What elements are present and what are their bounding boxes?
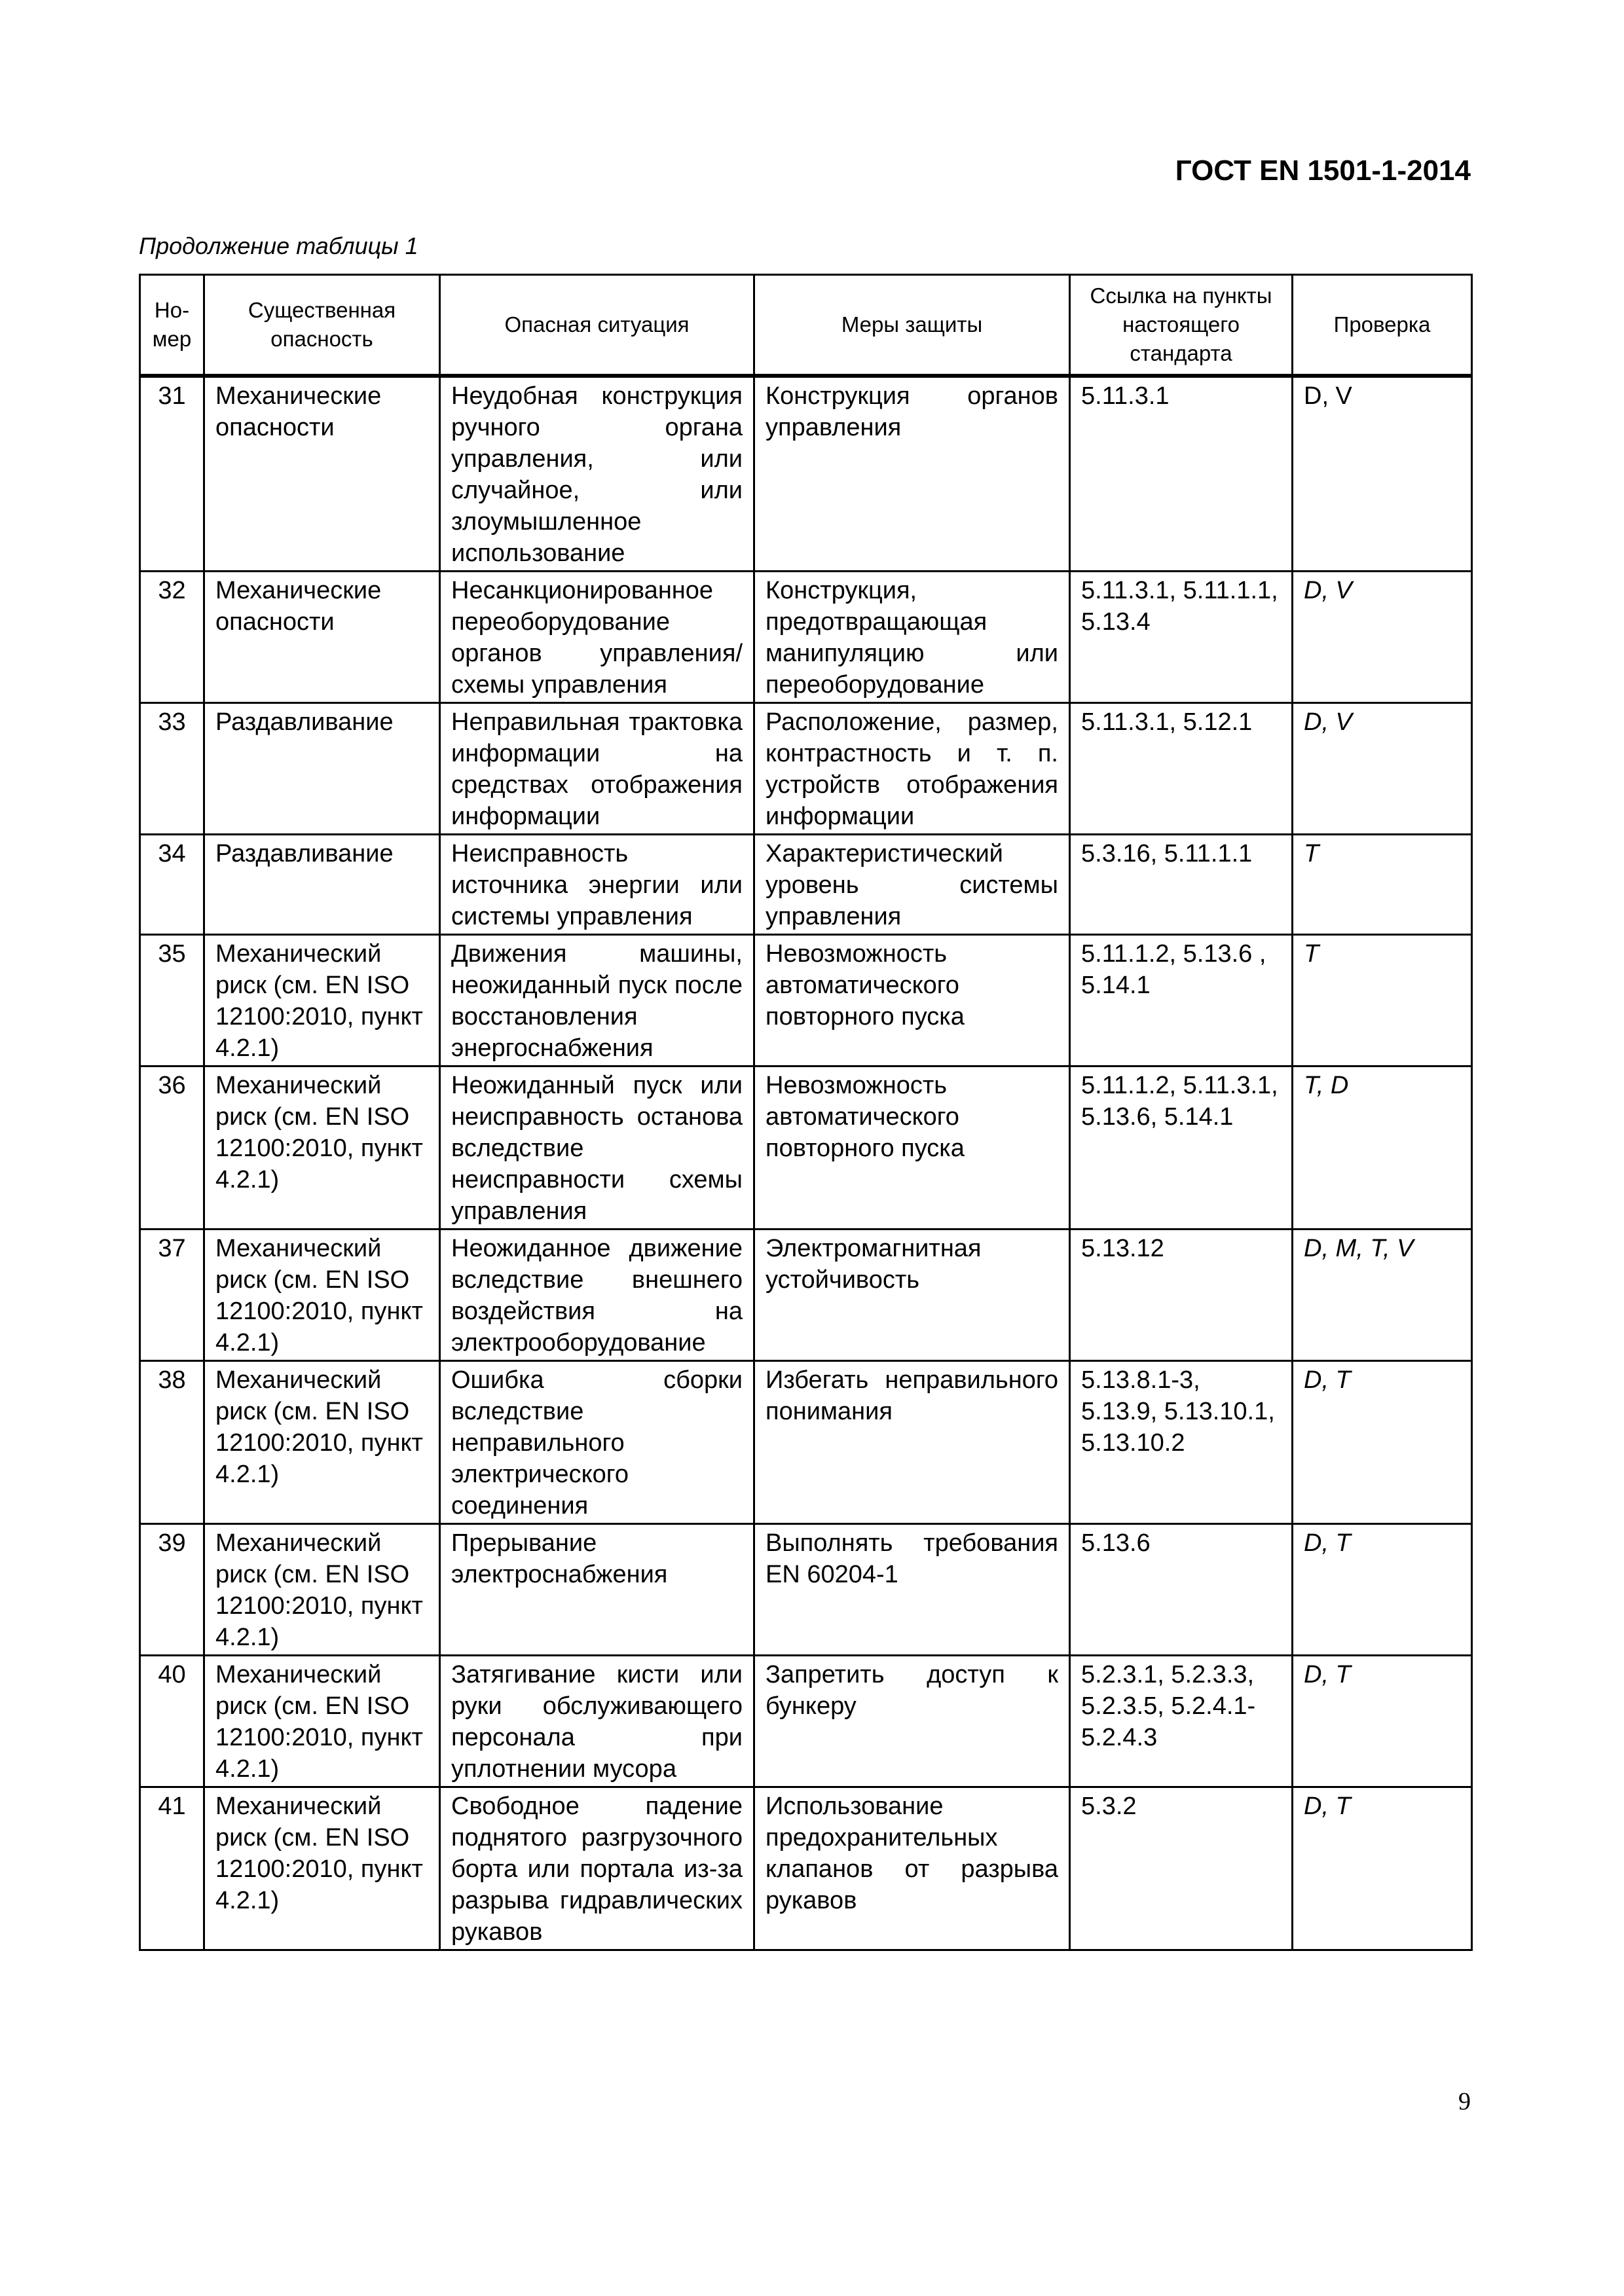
page-number: 9 [1458, 2088, 1471, 2115]
table-row [140, 935, 1472, 1066]
reference-cell: 5.2.3.1, 5.2.3.3, 5.2.3.5, 5.2.4.1-5.2.4.3 [1070, 1656, 1293, 1787]
situation-cell: Свободное падение поднятого разгрузочного борта или портала из-за разрыва гидравлических рукавов [440, 1787, 754, 1950]
row-number-cell: 41 [140, 1787, 204, 1950]
table-continuation-caption: Продолжение таблицы 1 [139, 232, 418, 259]
check-cell: D, V [1293, 376, 1472, 572]
check-cell: T, D [1293, 1066, 1472, 1230]
measures-cell: Избегать неправильного понимания [754, 1361, 1070, 1524]
reference-cell: 5.3.2 [1070, 1787, 1293, 1950]
row-number-cell: 34 [140, 835, 204, 935]
hazard-cell: Раздавливание [204, 703, 440, 835]
table-row [140, 1787, 1472, 1950]
row-number-cell: 38 [140, 1361, 204, 1524]
table-row [140, 1524, 1472, 1656]
hazards-table [139, 274, 1473, 1951]
situation-cell: Неожиданное движение вследствие внешнего воздействия на электрооборудование [440, 1230, 754, 1361]
hazard-cell: Механические опасности [204, 572, 440, 703]
measures-cell: Использование предохранительных клапанов от разрыва рукавов [754, 1787, 1070, 1950]
hazard-cell: Механический риск (см. EN ISO 12100:2010, пункт 4.2.1) [204, 1361, 440, 1524]
measures-cell: Конструкция, предотвращающая манипуляцию или переоборудование [754, 572, 1070, 703]
document-code: ГОСТ EN 1501-1-2014 [1175, 155, 1471, 187]
check-cell: D, T [1293, 1524, 1472, 1656]
table-row [140, 703, 1472, 835]
measures-cell: Расположение, размер, контрастность и т. п. устройств отображения информации [754, 703, 1070, 835]
measures-cell: Невозможность автоматического повторного пуска [754, 935, 1070, 1066]
table-row [140, 1361, 1472, 1524]
hazard-cell: Раздавливание [204, 835, 440, 935]
hazard-cell: Механический риск (см. EN ISO 12100:2010, пункт 4.2.1) [204, 1066, 440, 1230]
table-header-row [140, 275, 1472, 376]
row-number-cell: 33 [140, 703, 204, 835]
reference-cell: 5.11.3.1, 5.12.1 [1070, 703, 1293, 835]
hazard-cell: Механический риск (см. EN ISO 12100:2010, пункт 4.2.1) [204, 1524, 440, 1656]
situation-cell: Затягивание кисти или руки обслуживающего персонала при уплотнении мусора [440, 1656, 754, 1787]
column-header-measures: Меры защиты [754, 275, 1070, 376]
reference-cell: 5.11.1.2, 5.11.3.1, 5.13.6, 5.14.1 [1070, 1066, 1293, 1230]
check-cell: D, T [1293, 1656, 1472, 1787]
situation-cell: Неудобная конструкция ручного органа управления, или случайное, или злоумышленное использование [440, 376, 754, 572]
check-cell: D, T [1293, 1361, 1472, 1524]
table-row [140, 835, 1472, 935]
row-number-cell: 40 [140, 1656, 204, 1787]
check-cell: D, M, T, V [1293, 1230, 1472, 1361]
table-row [140, 1656, 1472, 1787]
situation-cell: Неисправность источника энергии или системы управления [440, 835, 754, 935]
column-header-reference: Ссылка на пункты настоящего стандарта [1070, 275, 1293, 376]
reference-cell: 5.11.3.1, 5.11.1.1, 5.13.4 [1070, 572, 1293, 703]
hazard-cell: Механический риск (см. EN ISO 12100:2010, пункт 4.2.1) [204, 1787, 440, 1950]
table-row [140, 1066, 1472, 1230]
row-number-cell: 35 [140, 935, 204, 1066]
column-header-situation: Опасная ситуация [440, 275, 754, 376]
table-row [140, 376, 1472, 572]
measures-cell: Запретить доступ к бункеру [754, 1656, 1070, 1787]
reference-cell: 5.13.12 [1070, 1230, 1293, 1361]
situation-cell: Неожиданный пуск или неисправность останова вследствие неисправности схемы управления [440, 1066, 754, 1230]
measures-cell: Невозможность автоматического повторного пуска [754, 1066, 1070, 1230]
row-number-cell: 36 [140, 1066, 204, 1230]
check-cell: T [1293, 835, 1472, 935]
reference-cell: 5.11.1.2, 5.13.6 , 5.14.1 [1070, 935, 1293, 1066]
check-cell: D, V [1293, 703, 1472, 835]
table-row [140, 572, 1472, 703]
hazard-cell: Механический риск (см. EN ISO 12100:2010, пункт 4.2.1) [204, 1656, 440, 1787]
reference-cell: 5.13.8.1-3, 5.13.9, 5.13.10.1, 5.13.10.2 [1070, 1361, 1293, 1524]
situation-cell: Прерывание электроснабжения [440, 1524, 754, 1656]
hazard-cell: Механический риск (см. EN ISO 12100:2010, пункт 4.2.1) [204, 935, 440, 1066]
check-cell: D, V [1293, 572, 1472, 703]
row-number-cell: 39 [140, 1524, 204, 1656]
column-header-number: Но-мер [140, 275, 204, 376]
measures-cell: Выполнять требования EN 60204-1 [754, 1524, 1070, 1656]
reference-cell: 5.11.3.1 [1070, 376, 1293, 572]
row-number-cell: 32 [140, 572, 204, 703]
measures-cell: Характеристический уровень системы управления [754, 835, 1070, 935]
column-header-hazard: Существенная опасность [204, 275, 440, 376]
reference-cell: 5.3.16, 5.11.1.1 [1070, 835, 1293, 935]
column-header-check: Проверка [1293, 275, 1472, 376]
situation-cell: Несанкционированное переоборудование органов управления/схемы управления [440, 572, 754, 703]
situation-cell: Ошибка сборки вследствие неправильного электрического соединения [440, 1361, 754, 1524]
situation-cell: Неправильная трактовка информации на средствах отображения информации [440, 703, 754, 835]
check-cell: D, T [1293, 1787, 1472, 1950]
situation-cell: Движения машины, неожиданный пуск после восстановления энергоснабжения [440, 935, 754, 1066]
table-row [140, 1230, 1472, 1361]
row-number-cell: 37 [140, 1230, 204, 1361]
hazard-cell: Механический риск (см. EN ISO 12100:2010, пункт 4.2.1) [204, 1230, 440, 1361]
row-number-cell: 31 [140, 376, 204, 572]
reference-cell: 5.13.6 [1070, 1524, 1293, 1656]
hazard-cell: Механические опасности [204, 376, 440, 572]
check-cell: T [1293, 935, 1472, 1066]
measures-cell: Конструкция органов управления [754, 376, 1070, 572]
measures-cell: Электромагнитная устойчивость [754, 1230, 1070, 1361]
